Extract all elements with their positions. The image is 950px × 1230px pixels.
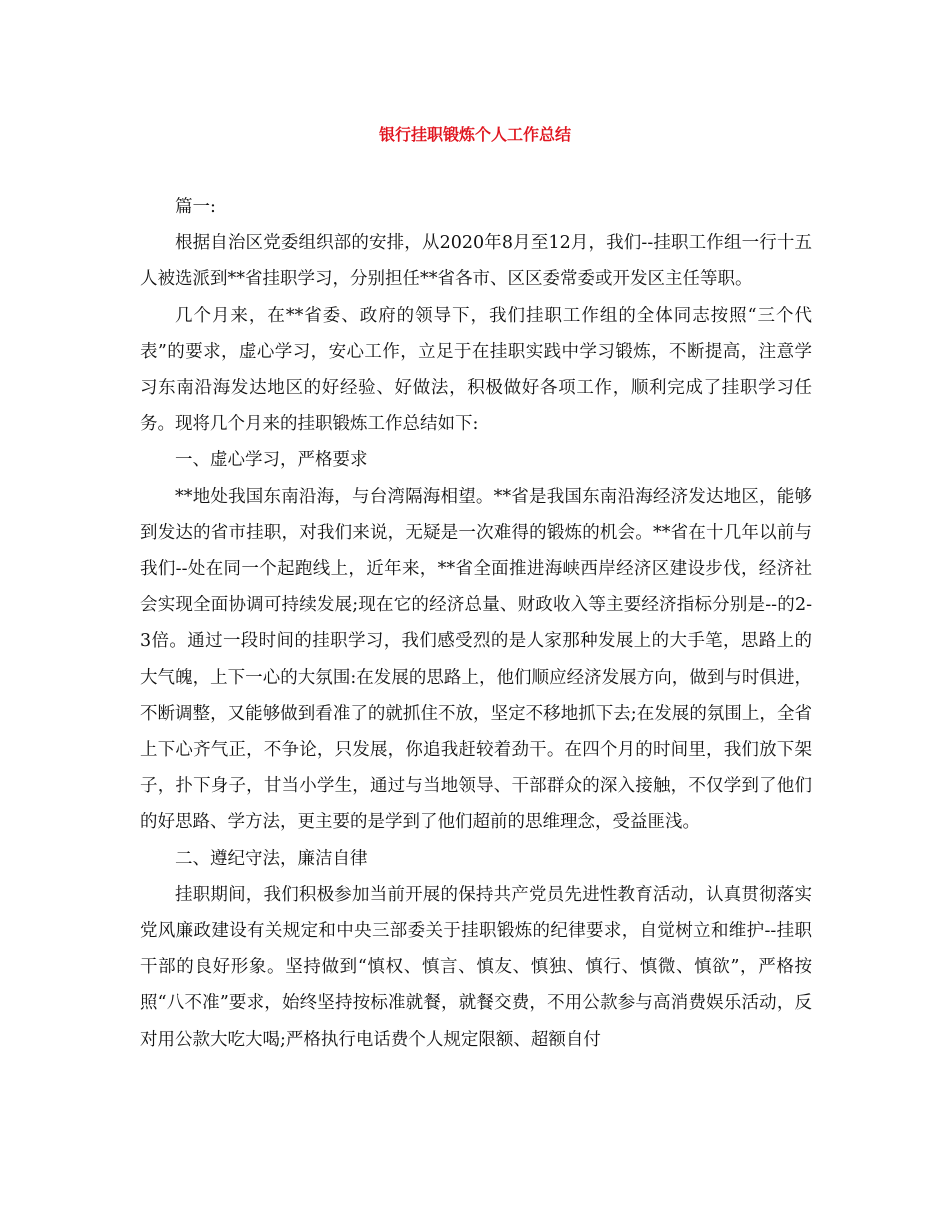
body-paragraph: 几个月来，在**省委、政府的领导下，我们挂职工作组的全体同志按照“三个代表”的要求，虚心学习，安心工作，立足于在挂职实践中学习锻炼，不断提高，注意学习东南沿海发达地区的好经验、好做法，积极做好各项工作，顺利完成了挂职学习任务。现将几个月来的挂职锻炼工作总结如下:	[140, 305, 812, 435]
body-paragraph: **地处我国东南沿海，与台湾隔海相望。**省是我国东南沿海经济发达地区，能够到发达的省市挂职，对我们来说，无疑是一次难得的锻炼的机会。**省在十几年以前与我们--处在同一个起跑线上，近年来，**省全面推进海峡西岸经济区建设步伐，经济社会实现全面协调可持续发展;现在它的经济总量、财政收入等主要经济指标分别是--的2-3倍。通过一段时间的挂职学习，我们感受烈的是人家那种发展上的大手笔，思路上的大气魄，上下一心的大氛围:在发展的思路上，他们顺应经济发展方向，做到与时俱进，不断调整，又能够做到看准了的就抓住不放，坚定不移地抓下去;在发展的氛围上，全省上下心齐气正，不争论，只发展，你追我赶较着劲干。在四个月的时间里，我们放下架子，扑下身子，甘当小学生，通过与当地领导、干部群众的深入接触，不仅学到了他们的好思路、学方法，更主要的是学到了他们超前的思维理念，受益匪浅。	[140, 486, 812, 833]
section-heading: 一、虚心学习，严格要求	[175, 450, 368, 471]
body-paragraph: 挂职期间，我们积极参加当前开展的保持共产党员先进性教育活动，认真贯彻落实党风廉政建设有关规定和中央三部委关于挂职锻炼的纪律要求，自觉树立和维护--挂职干部的良好形象。坚持做到“慎权、慎言、慎友、慎独、慎行、慎微、慎欲”，严格按照“八不准”要求，始终坚持按标准就餐，就餐交费，不用公款参与高消费娱乐活动，反对用公款大吃大喝;严格执行电话费个人规定限额、超额自付	[140, 884, 812, 1050]
document-body	[140, 189, 812, 1058]
body-paragraph: 根据自治区党委组织部的安排，从2020年8月至12月，我们--挂职工作组一行十五人被选派到**省挂职学习，分别担任**省各市、区区委常委或开发区主任等职。	[140, 233, 812, 290]
section-label: 篇一:	[175, 197, 216, 217]
section-heading: 二、遵纪守法，廉洁自律	[175, 848, 368, 869]
document-title: 银行挂职锻炼个人工作总结	[378, 125, 571, 144]
